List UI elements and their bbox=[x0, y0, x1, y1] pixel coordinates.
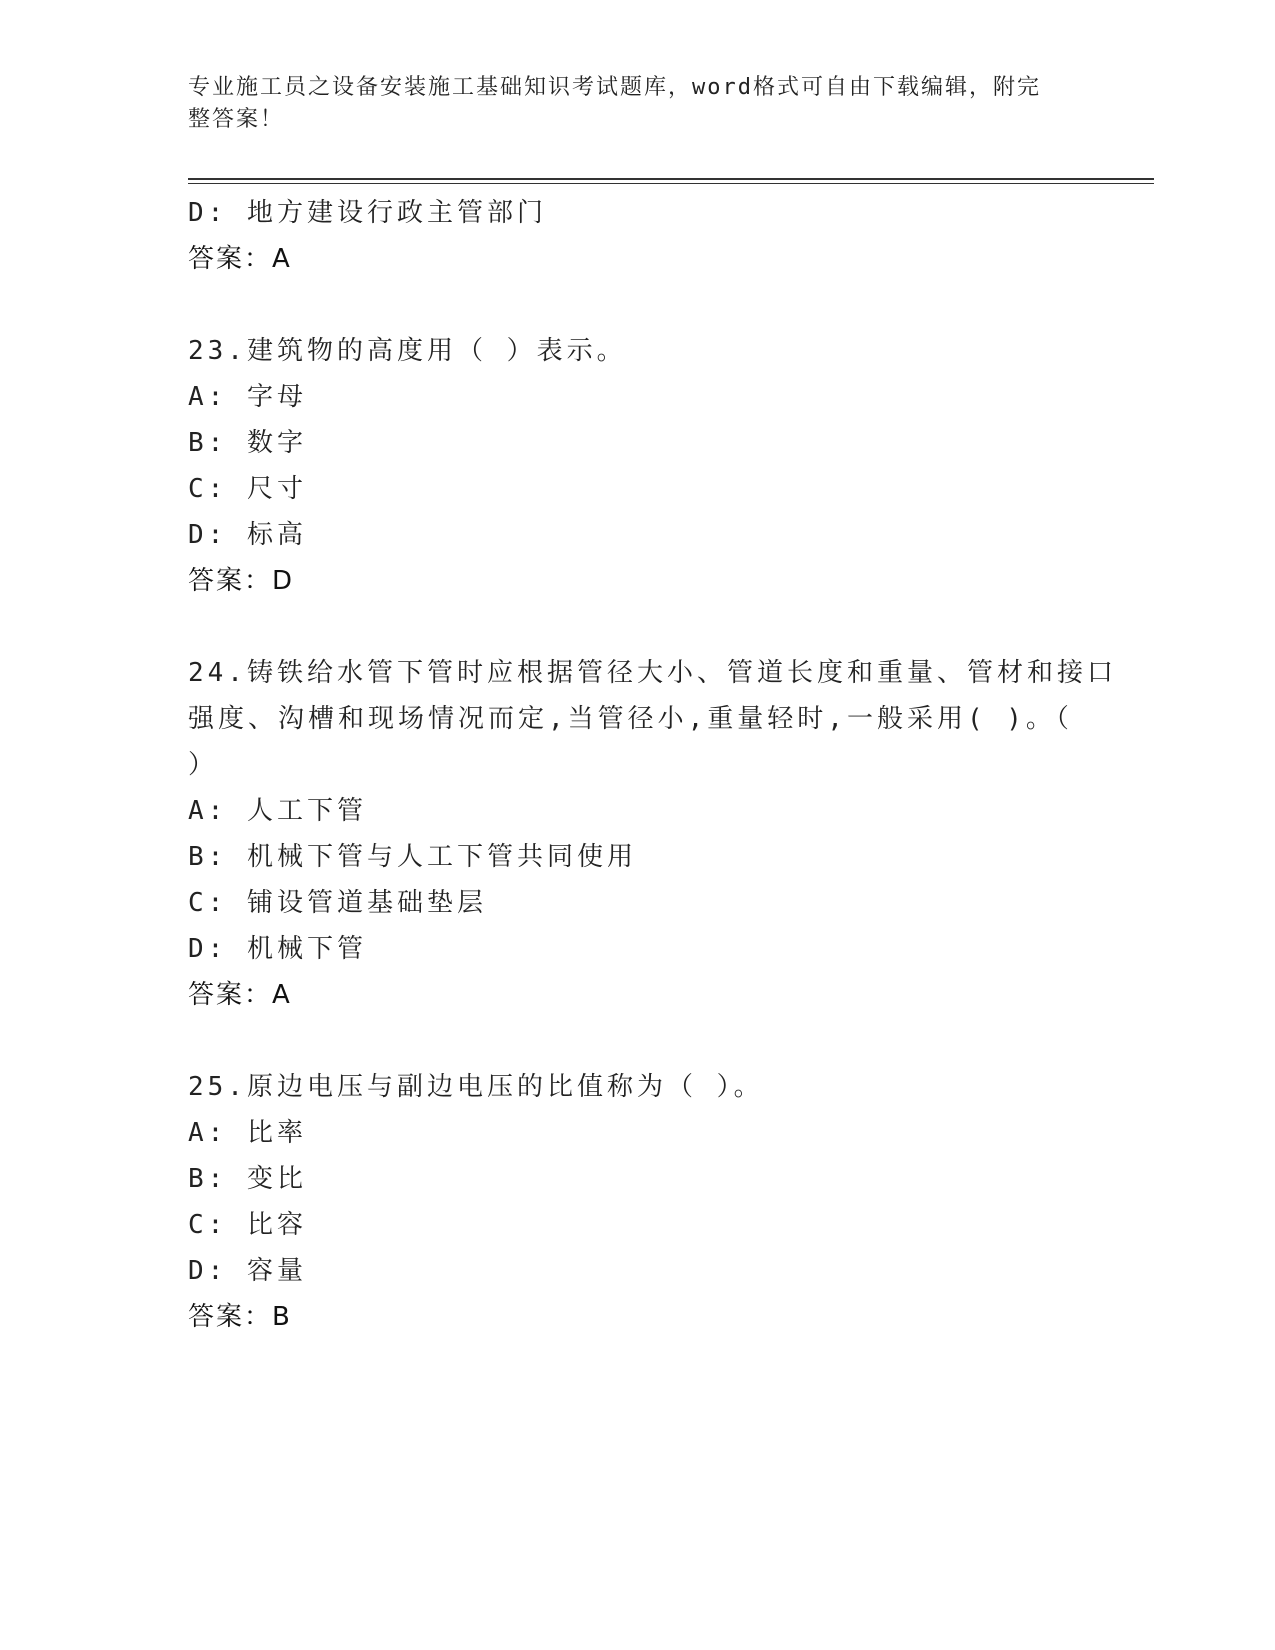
answer: 答案：D bbox=[188, 566, 295, 596]
question-list bbox=[188, 190, 1117, 1340]
header-line-1: 专业施工员之设备安装施工基础知识考试题库，word格式可自由下载编辑，附完 bbox=[188, 75, 1041, 100]
answer: 答案：B bbox=[188, 1302, 292, 1332]
option-c: C: 铺设管道基础垫层 bbox=[188, 888, 487, 918]
question-25 bbox=[188, 1064, 1088, 1340]
spacer bbox=[188, 1018, 1088, 1064]
answer: 答案：A bbox=[188, 980, 292, 1010]
spacer bbox=[188, 282, 1088, 328]
answer: 答案：A bbox=[188, 244, 292, 274]
document-header bbox=[188, 72, 1068, 136]
option-d: D: 容量 bbox=[188, 1256, 307, 1286]
question-stem-line-3: ） bbox=[188, 750, 219, 780]
question-24 bbox=[188, 650, 1117, 1018]
option-c: C: 比容 bbox=[188, 1210, 307, 1240]
question-stem-line-2: 强度、沟槽和现场情况而定,当管径小,重量轻时,一般采用( )。（ bbox=[188, 704, 1073, 734]
spacer bbox=[188, 604, 1088, 650]
option-b: B: 数字 bbox=[188, 428, 307, 458]
question-23 bbox=[188, 328, 1088, 604]
option-a: A: 字母 bbox=[188, 382, 307, 412]
option-c: C: 尺寸 bbox=[188, 474, 307, 504]
question-stem: 23.建筑物的高度用（ ）表示。 bbox=[188, 336, 627, 366]
previous-question-tail bbox=[188, 190, 1088, 282]
option-a: A: 比率 bbox=[188, 1118, 307, 1148]
header-line-2: 整答案！ bbox=[188, 107, 285, 132]
option-d: D: 机械下管 bbox=[188, 934, 367, 964]
question-stem: 25.原边电压与副边电压的比值称为（ ）。 bbox=[188, 1072, 764, 1102]
header-divider-thin bbox=[188, 183, 1154, 184]
header-divider-thick bbox=[188, 178, 1154, 180]
option-b: B: 变比 bbox=[188, 1164, 307, 1194]
option-d: D: 标高 bbox=[188, 520, 307, 550]
option-b: B: 机械下管与人工下管共同使用 bbox=[188, 842, 637, 872]
option-d: D: 地方建设行政主管部门 bbox=[188, 198, 547, 228]
question-stem-line-1: 24.铸铁给水管下管时应根据管径大小、管道长度和重量、管材和接口 bbox=[188, 658, 1117, 688]
option-a: A: 人工下管 bbox=[188, 796, 367, 826]
